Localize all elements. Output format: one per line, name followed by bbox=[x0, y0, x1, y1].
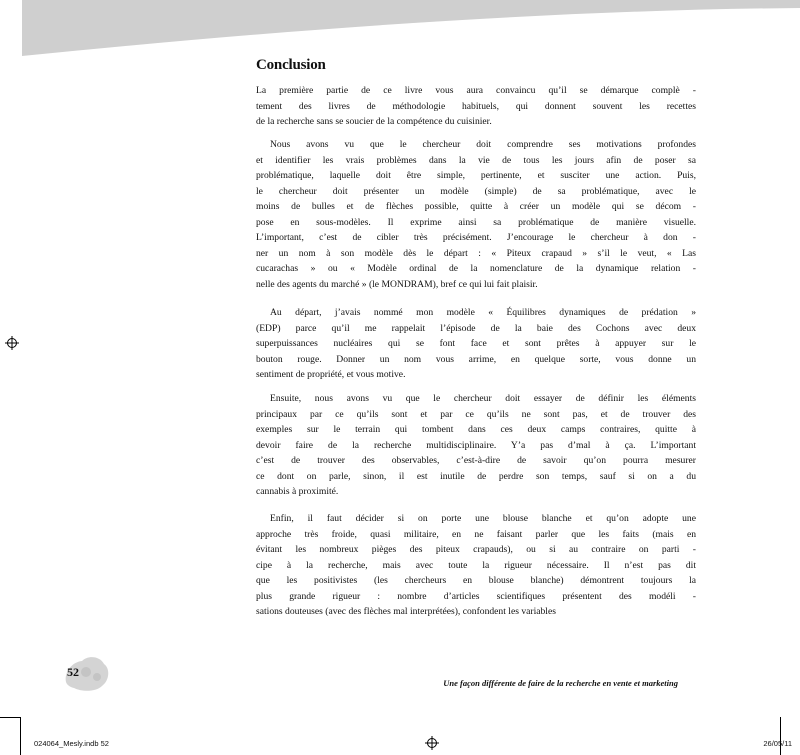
paragraph-line: Au départ, j’avais nommé mon modèle « Équilibres dynamiques de prédation » bbox=[270, 307, 696, 318]
paragraph-line: cipe à la recherche, mais avec toute la rigueur nécessaire. Il n’est pas dit bbox=[256, 559, 696, 571]
paragraph-line: ner un nom à son modèle dès le départ : « Piteux crapaud » s’il le veut, « Las bbox=[256, 247, 696, 259]
paragraph-line: c’est de trouver des observables, c’est-à-dire de savoir qu’on pourra mesurer bbox=[256, 455, 696, 466]
running-footer-title: Une façon différente de faire de la recherche en vente et marketing bbox=[443, 678, 678, 688]
header-swoosh bbox=[0, 0, 800, 60]
registration-mark-icon bbox=[5, 336, 19, 350]
paragraph-line: ce dont on parle, sinon, il est inutile de perdre son temps, sauf si on a du bbox=[256, 470, 696, 482]
paragraph-line: que les positivistes (les chercheurs en blouse blanche) démontrent toujours la bbox=[256, 575, 696, 586]
paragraph-line: (EDP) parce qu’il me rappelait l’épisode de la baie des Cochons avec deux bbox=[256, 322, 696, 334]
paragraph-line: tement des livres de méthodologie habituels, qui donnent souvent les recettes bbox=[256, 100, 696, 112]
paragraph-line: Ensuite, nous avons vu que le chercheur doit essayer de définir les éléments bbox=[270, 393, 696, 404]
crop-mark bbox=[20, 717, 21, 755]
paragraph-line: plus grande rigueur : nombre d’articles scientifiques présentent des modéli - bbox=[256, 590, 696, 602]
paragraph-line: approche très froide, quasi militaire, en ne faisant parler que les faits (mais en bbox=[256, 528, 696, 540]
paragraph-line: bouton rouge. Donner un nom vous arrime, en quelque sorte, vous donne un bbox=[256, 353, 696, 365]
paragraph-line: sations douteuses (avec des flèches mal interprétées), confondent les variables bbox=[256, 606, 556, 617]
paragraph-line: cucarachas » ou « Modèle ordinal de la nomenclature de la dynamique relation - bbox=[256, 263, 696, 274]
paragraph-line: le chercheur doit présenter un modèle (simple) de sa problématique, avec le bbox=[256, 185, 696, 197]
crop-mark bbox=[0, 717, 20, 718]
page-number: 52 bbox=[67, 665, 79, 679]
paragraph-line: devoir faire de la recherche multidisciplinaire. Y’a pas d’mal à ça. L’important bbox=[256, 439, 696, 451]
paragraph-line: La première partie de ce livre vous aura convaincu qu’il se démarque complè - bbox=[256, 85, 696, 96]
registration-mark-icon bbox=[425, 736, 439, 750]
paragraph-line: Nous avons vu que le chercheur doit comprendre ses motivations profondes bbox=[270, 139, 696, 150]
paragraph-line: principaux par ce qu’ils sont et par ce qu’ils ne sont pas, et de trouver des bbox=[256, 408, 696, 420]
paragraph-line: Enfin, il faut décider si on porte une blouse blanche et qu’on adopte une bbox=[270, 513, 696, 524]
paragraph-line: cannabis à proximité. bbox=[256, 486, 339, 497]
paragraph-line: L’important, c’est de cibler très précisément. J’encourage le chercheur à don - bbox=[256, 232, 696, 243]
paragraph-line: évitant les nombreux pièges des piteux crapauds), ou si au contraire on parti - bbox=[256, 544, 696, 555]
paragraph-line: et identifier les vrais problèmes dans la vie de tous les jours afin de poser sa bbox=[256, 154, 696, 166]
paragraph-line: exemples sur le terrain qui tombent dans ces deux camps contraires, quitte à bbox=[256, 424, 696, 435]
print-slug-file: 024064_Mesly.indb 52 bbox=[34, 739, 109, 748]
paragraph-line: moins de bulles et de flèches possible, quitte à créer un modèle qui se décom - bbox=[256, 201, 696, 212]
crop-mark bbox=[780, 717, 781, 755]
paragraph-line: sentiment de propriété, et vous motive. bbox=[256, 369, 406, 380]
print-slug-date: 26/05/11 bbox=[763, 739, 792, 748]
section-heading: Conclusion bbox=[256, 57, 326, 73]
paragraph-line: problématique, laquelle doit être simple, pertinente, et susciter une action. Puis, bbox=[256, 170, 696, 181]
paragraph-line: nelle des agents du marché » (le MONDRAM), bref ce qui lui fait plaisir. bbox=[256, 278, 538, 290]
paragraph-line: de la recherche sans se soucier de la compétence du cuisinier. bbox=[256, 116, 492, 127]
paragraph-line: pose en sous-modèles. Il exprime ainsi sa problématique de manière visuelle. bbox=[256, 216, 696, 228]
paragraph-line: superpuissances nucléaires qui se font face et sont prêtes à appuyer sur le bbox=[256, 338, 696, 349]
